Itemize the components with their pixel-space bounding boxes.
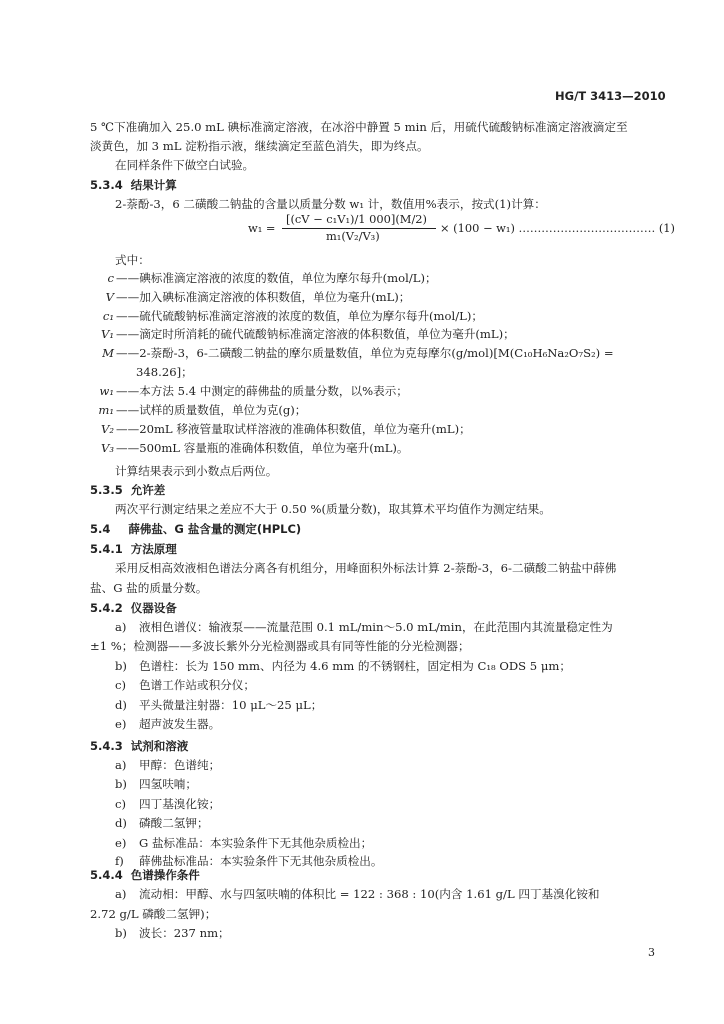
list-label: b) [115,777,127,791]
section-heading-5-4: 5.4 薛佛盐、G 盐含量的测定(HPLC) [90,522,302,536]
list-text: 色谱工作站或积分仪； [139,678,255,692]
list-label: a) [115,887,127,901]
equipment-item [90,638,470,654]
definition-item [62,402,306,418]
list-text: 四丁基溴化铵； [139,797,221,811]
reagent-item [115,776,197,792]
definition-item [62,383,408,399]
list-text: 薛佛盐标准品：本实验条件下无其他杂质检出。 [139,854,383,868]
list-label: b) [115,926,127,940]
paragraph-line: 淡黄色，加 3 mL 淀粉指示液，继续滴定至蓝色消失，即为终点。 [90,139,429,153]
definition-item [62,364,193,380]
section-heading-5-3-4: 5.3.4 结果计算 [90,178,177,192]
list-label: d) [115,698,127,712]
reagent-item [115,796,220,812]
page-number: 3 [648,946,655,959]
list-label: a) [115,620,127,634]
definition-symbol: V [105,290,114,304]
list-text: 磷酸二氢钾； [139,816,209,830]
reagent-item [115,757,220,773]
list-text: 超声波发生器。 [139,717,221,731]
list-text: G 盐标准品：本实验条件下无其他杂质检出； [139,836,373,850]
formula-tail: × (100 − w₁) ……………………………… (1) [440,221,675,235]
list-label: d) [115,816,127,830]
definition-item [62,421,471,437]
definition-text: ——20mL 移液管量取试样溶液的准确体积数值，单位为毫升(mL)； [116,422,471,436]
list-text: 平头微量注射器：10 μL～25 μL； [139,698,323,712]
formula-1 [248,212,675,246]
list-text: 色谱柱：长为 150 mm、内径为 4.6 mm 的不锈钢柱，固定相为 C₁₈ ODS 5 μm； [139,659,571,673]
section-heading-5-4-2: 5.4.2 仪器设备 [90,601,177,615]
definition-text: ——硫代硫酸钠标准滴定溶液的浓度的数值，单位为摩尔每升(mol/L)； [116,309,483,323]
section-heading-5-3-5: 5.3.5 允许差 [90,483,166,497]
definition-item [62,440,409,456]
equipment-item [115,697,322,713]
list-label: a) [115,758,127,772]
paragraph-line: 在同样条件下做空白试验。 [115,158,255,172]
formula-denominator: m₁(V₂/V₃) [326,229,380,243]
definition-symbol: c₁ [102,309,114,323]
list-text: 液相色谱仪：输液泵——流量范围 0.1 mL/min～5.0 mL/min，在此范围内其流量稳定性为 [139,620,613,634]
definition-symbol: V₁ [100,327,114,341]
definition-text: ——试样的质量数值，单位为克(g)； [116,403,307,417]
formula-numerator: [(cV − c₁V₁)/1 000](M/2) [286,212,427,226]
definition-item [62,345,614,361]
definition-text: ——碘标准滴定溶液的浓度的数值，单位为摩尔每升(mol/L)； [116,271,437,285]
definition-text: 348.26]； [136,365,193,379]
paragraph-line: 两次平行测定结果之差应不大于 0.50 %(质量分数)，取其算术平均值作为测定结果。 [115,502,551,516]
definition-symbol: c [107,271,114,285]
definition-text: ——500mL 容量瓶的准确体积数值，单位为毫升(mL)。 [116,441,409,455]
definition-symbol: m₁ [98,403,114,417]
list-text: 流动相：甲醇、水与四氢呋喃的体积比 = 122 : 368 : 10(内含 1.61 g/L 四丁基溴化铵和 [139,887,600,901]
list-label: c) [115,678,127,692]
reagent-item [115,815,209,831]
reagent-item [115,835,372,851]
definition-text: ——2-萘酚-3，6-二磺酸二钠盐的摩尔质量数值，单位为克每摩尔(g/mol)[M(C₁₀H₆Na₂O₇S₂) = [116,346,614,360]
paragraph-line: 盐、G 盐的质量分数。 [90,581,208,595]
list-label: e) [115,836,127,850]
list-text: 四氢呋喃； [139,777,197,791]
condition-item [90,906,216,922]
equipment-item [115,619,613,635]
definition-symbol: V₂ [100,422,114,436]
list-text: ±1 %；检测器——多波长紫外分光检测器或具有同等性能的分光检测器； [90,639,470,653]
list-label: e) [115,717,127,731]
condition-item [115,886,600,902]
section-heading-5-4-4: 5.4.4 色谱操作条件 [90,868,200,882]
list-text: 波长：237 nm； [139,926,230,940]
list-text: 2.72 g/L 磷酸二氢钾)； [90,907,217,921]
equipment-item [115,716,220,732]
paragraph-line: 2-萘酚-3，6 二磺酸二钠盐的含量以质量分数 w₁ 计，数值用%表示，按式(1)计算： [115,197,546,211]
equipment-item [115,677,255,693]
section-heading-5-4-3: 5.4.3 试剂和溶液 [90,739,189,753]
section-heading-5-4-1: 5.4.1 方法原理 [90,542,177,556]
formula-lhs: w₁ = [248,221,276,235]
definition-item [62,326,515,342]
definition-text: ——加入碘标准滴定溶液的体积数值，单位为毫升(mL)； [116,290,411,304]
definition-symbol: V₃ [100,441,114,455]
header-std-code: HG/T 3413—2010 [555,89,666,103]
definition-text: ——滴定时所消耗的硫代硫酸钠标准滴定溶液的体积数值，单位为毫升(mL)； [116,327,515,341]
list-label: c) [115,797,127,811]
definition-symbol: w₁ [99,384,114,398]
where-label: 式中： [115,253,150,267]
definition-item [62,308,483,324]
definition-item [62,289,410,305]
calc-note: 计算结果表示到小数点后两位。 [115,464,278,478]
condition-item [115,925,230,941]
list-label: f) [115,854,124,868]
paragraph-line: 采用反相高效液相色谱法分离各有机组分，用峰面积外标法计算 2-萘酚-3，6-二磺酸二钠盐中薛佛 [115,561,617,575]
paragraph-line: 5 ℃下准确加入 25.0 mL 碘标准滴定溶液，在冰浴中静置 5 min 后，用硫代硫酸钠标准滴定溶液滴定至 [90,120,628,134]
definition-text: ——本方法 5.4 中测定的薛佛盐的质量分数，以%表示； [116,384,408,398]
list-label: b) [115,659,127,673]
definition-symbol: M [102,346,114,360]
list-text: 甲醇：色谱纯； [139,758,221,772]
equipment-item [115,658,571,674]
definition-item [62,270,437,286]
